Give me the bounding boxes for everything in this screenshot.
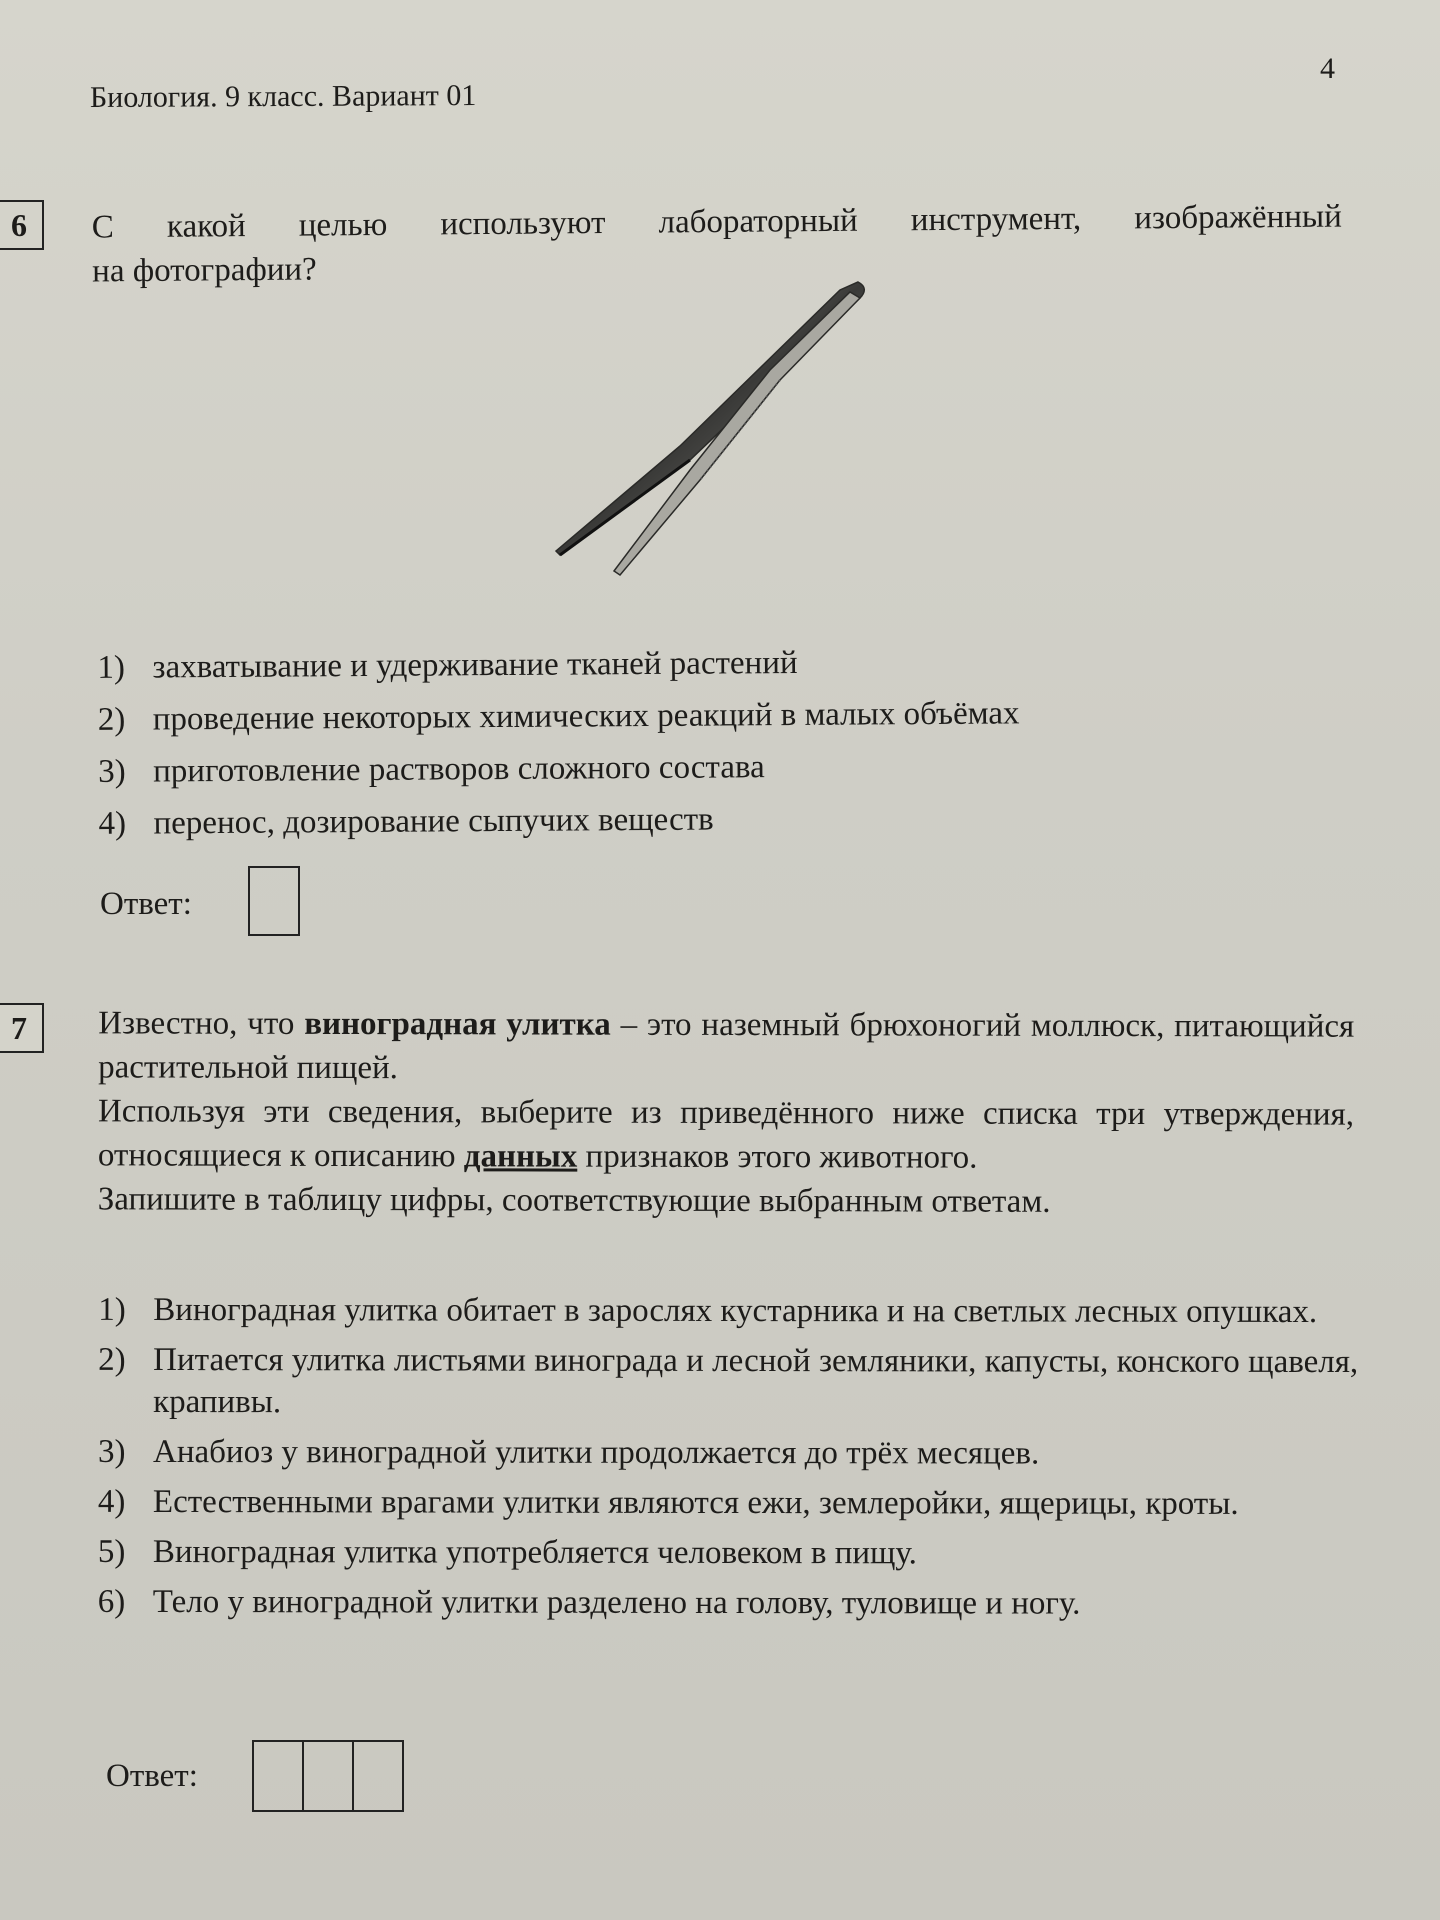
answer-7-cell-2[interactable] <box>302 1740 354 1812</box>
answer-7-cell-1[interactable] <box>252 1740 304 1812</box>
answer-7-label: Ответ: <box>106 1758 198 1794</box>
statement-6: 6) Тело у виноградной улитки разделено на голову, туловище и ногу. <box>97 1583 1081 1622</box>
page-header: Биология. 9 класс. Вариант 01 <box>89 78 477 115</box>
answer-7-cell-3[interactable] <box>352 1740 404 1812</box>
option-2: 2) проведение некоторых химических реакций в малых объёмах <box>97 695 1020 738</box>
question-7-number: 7 <box>0 1003 44 1053</box>
option-1: 1) захватывание и удерживание тканей растений <box>97 644 798 686</box>
option-4: 4) перенос, дозирование сыпучих веществ <box>98 801 714 842</box>
statement-2: 2) Питается улитка листьями винограда и лесной земляники, капусты, конского щавеля, крапивы. <box>98 1341 1359 1421</box>
question-7-options <box>98 1289 1359 1633</box>
answer-7-boxes <box>252 1740 402 1812</box>
question-7-instruction2: Запишите в таблицу цифры, соответствующие выбранным ответам. <box>97 1181 1051 1220</box>
question-6-options <box>97 634 1198 850</box>
question-6-line2: на фотографии? <box>92 251 317 290</box>
page-number: 4 <box>1320 52 1335 85</box>
question-7-text <box>98 1001 1355 1224</box>
answer-6-box[interactable] <box>248 866 300 936</box>
question-6-line1: С какой целью используют лабораторный инструмент, изображённый <box>91 198 1342 246</box>
statement-4: 4) Естественными врагами улитки являются ежи, землеройки, ящерицы, кроты. <box>97 1483 1239 1522</box>
question-7-instruction: Используя эти сведения, выберите из приведённого ниже списка три утверждения, относящиеся к описанию данных признаков этого животного. <box>97 1093 1355 1176</box>
question-6-number: 6 <box>0 200 44 250</box>
answer-6-label: Ответ: <box>100 886 192 922</box>
option-3: 3) приготовление растворов сложного состава <box>98 749 765 790</box>
statement-3: 3) Анабиоз у виноградной улитки продолжается до трёх месяцев. <box>97 1433 1040 1472</box>
tweezers-icon <box>540 270 880 590</box>
statement-1: 1) Виноградная улитка обитает в зарослях кустарника и на светлых лесных опушках. <box>98 1291 1318 1331</box>
question-7-intro: Известно, что виноградная улитка – это наземный брюхоногий моллюск, питающийся растительной пищей. <box>98 1005 1355 1087</box>
statement-5: 5) Виноградная улитка употребляется человеком в пищу. <box>97 1533 917 1572</box>
